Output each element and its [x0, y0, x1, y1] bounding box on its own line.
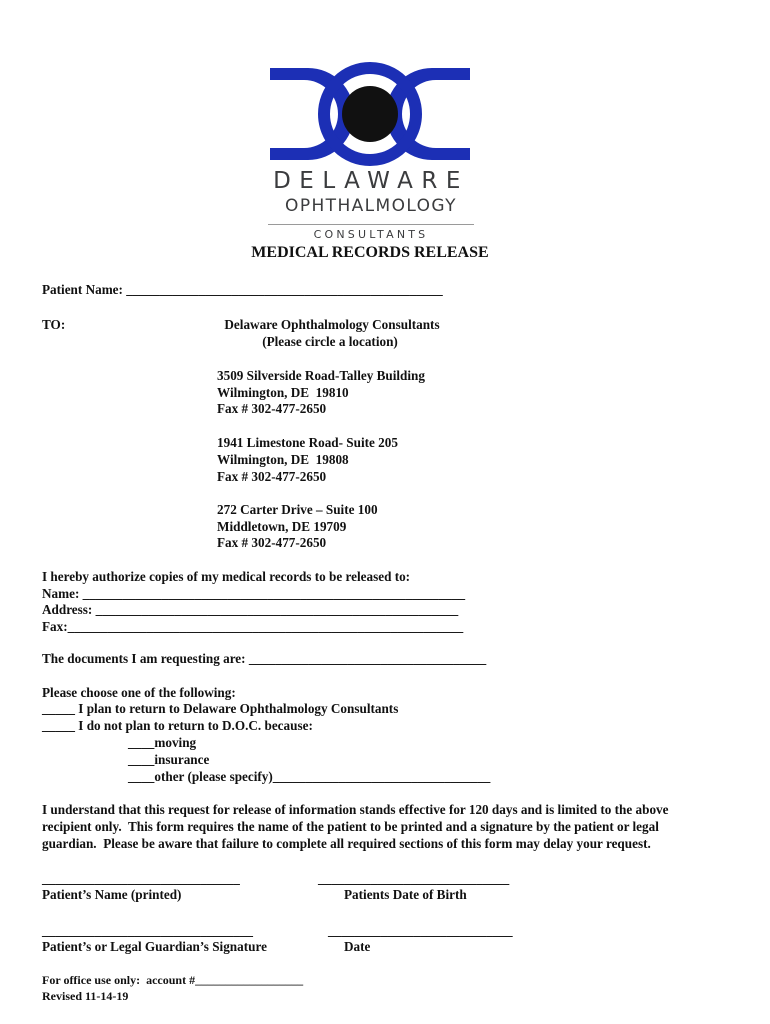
clinic-name: Delaware Ophthalmology Consultants	[224, 317, 440, 332]
location-2-address[interactable]: 1941 Limestone Road- Suite 205	[217, 435, 398, 450]
location-3-address[interactable]: 272 Carter Drive – Suite 100	[217, 502, 378, 517]
option-not-return[interactable]: _____ I do not plan to return to D.O.C. because:	[42, 718, 313, 733]
logo-line-delaware: DELAWARE	[273, 168, 469, 194]
recipient-name-field[interactable]: Name: __________________________________________________________	[42, 586, 466, 601]
location-1-fax: Fax # 302-477-2650	[217, 401, 327, 416]
option-return[interactable]: _____ I plan to return to Delaware Ophthalmology Consultants	[42, 701, 399, 716]
reason-other[interactable]: ____other (please specify)_________________________________	[128, 769, 491, 784]
understand-line-1: I understand that this request for release of information stands effective for 120 days and is limited to the above	[42, 802, 669, 817]
date-label: Date	[344, 939, 371, 954]
understand-line-2: recipient only. This form requires the name of the patient to be printed and a signature by the patient or legal	[42, 819, 659, 834]
location-3-fax: Fax # 302-477-2650	[217, 535, 327, 550]
signature-line[interactable]: ________________________________	[42, 923, 253, 938]
date-of-birth-label: Patients Date of Birth	[344, 887, 467, 902]
understand-line-3: guardian. Please be aware that failure to complete all required sections of this form may delay your request.	[42, 836, 651, 851]
location-3-city: Middletown, DE 19709	[217, 519, 347, 534]
revised-date: Revised 11-14-19	[42, 989, 129, 1003]
logo-line-consultants: CONSULTANTS	[313, 228, 429, 241]
logo-pupil	[342, 86, 398, 142]
patient-name-field[interactable]: Patient Name: ________________________________________________	[42, 282, 443, 297]
location-1-city: Wilmington, DE 19810	[217, 385, 349, 400]
logo-divider	[268, 224, 474, 225]
logo-line-ophthalmology: OPHTHALMOLOGY	[285, 196, 457, 216]
recipient-fax-field[interactable]: Fax:____________________________________________________________	[42, 619, 464, 634]
reason-moving[interactable]: ____moving	[128, 735, 197, 750]
choose-intro: Please choose one of the following:	[42, 685, 236, 700]
location-1-address[interactable]: 3509 Silverside Road-Talley Building	[217, 368, 425, 383]
authorize-intro: I hereby authorize copies of my medical records to be released to:	[42, 569, 411, 584]
date-line[interactable]: ____________________________	[328, 923, 513, 938]
recipient-address-field[interactable]: Address: _______________________________________________________	[42, 602, 459, 617]
circle-location-note: (Please circle a location)	[262, 334, 398, 349]
patient-name-printed-label: Patient’s Name (printed)	[42, 887, 182, 902]
page-title: MEDICAL RECORDS RELEASE	[251, 244, 489, 261]
to-label: TO:	[42, 317, 66, 332]
documents-requested-field[interactable]: The documents I am requesting are: ____________________________________	[42, 651, 487, 666]
date-of-birth-line[interactable]: _____________________________	[318, 871, 510, 886]
location-2-fax: Fax # 302-477-2650	[217, 469, 327, 484]
patient-name-printed-line[interactable]: ______________________________	[42, 871, 240, 886]
signature-label: Patient’s or Legal Guardian’s Signature	[42, 939, 267, 954]
location-2-city: Wilmington, DE 19808	[217, 452, 349, 467]
office-use-account[interactable]: For office use only: account #__________________	[42, 973, 304, 987]
reason-insurance[interactable]: ____insurance	[128, 752, 210, 767]
